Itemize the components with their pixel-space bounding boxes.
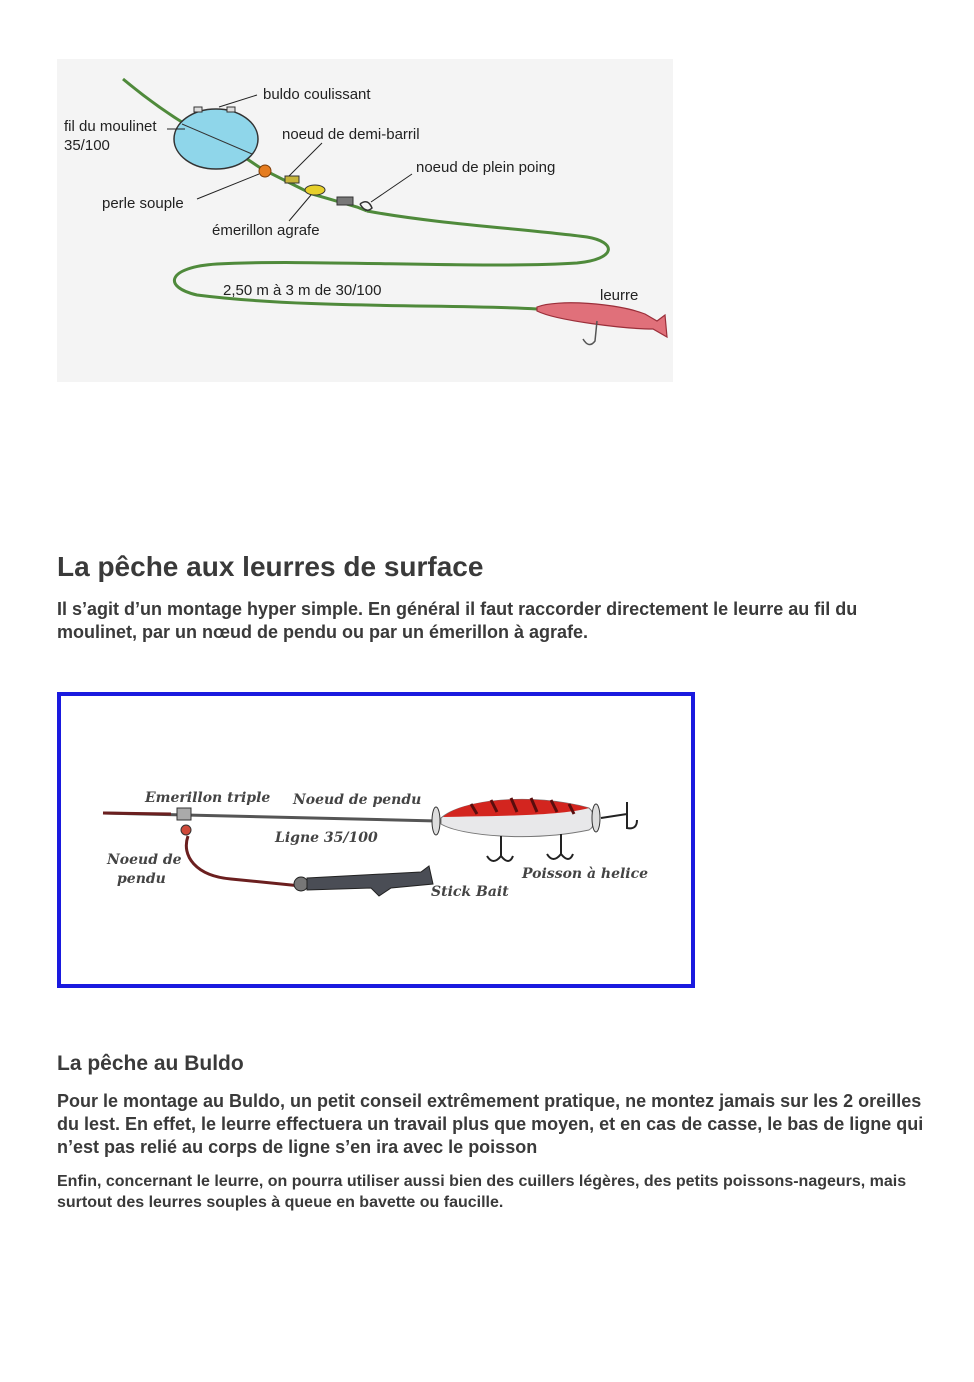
- triple-swivel: [177, 808, 191, 820]
- swivel-ring: [181, 825, 191, 835]
- float-ear-right: [227, 107, 235, 112]
- stick-bait: [307, 866, 433, 896]
- label-line-size: 35/100: [64, 137, 110, 154]
- pointer-half-barrel: [289, 143, 322, 176]
- pointer-full-fist: [371, 174, 412, 202]
- label-half-barrel-knot: noeud de demi-barril: [282, 126, 420, 143]
- swivel-clip: [337, 197, 353, 205]
- float-ear-left: [194, 107, 202, 112]
- pointer-bead: [197, 174, 259, 199]
- label-bead: perle souple: [102, 195, 184, 212]
- label-line: fil du moulinet: [64, 118, 157, 135]
- rear-propeller: [592, 804, 600, 832]
- pointer-buldo: [219, 95, 257, 107]
- label-swivel: émerillon agrafe: [212, 222, 320, 239]
- label-leader: 2,50 m à 3 m de 30/100: [223, 282, 382, 299]
- soft-lure: [537, 303, 667, 337]
- buldo-rig-drawing: [57, 59, 673, 382]
- tail-treble-hook: [601, 802, 637, 828]
- buldo-rig-figure: [57, 59, 673, 382]
- label-full-fist-knot: noeud de plein poing: [416, 159, 556, 176]
- surface-lure-drawing: [61, 696, 691, 984]
- section-text-surface-lures: Il s’agit d’un montage hyper simple. En général il faut raccorder directement le leurre au fil du moulinet, par un nœud de pendu ou par un émerillon à agrafe.: [57, 599, 858, 642]
- section-title-buldo: La pêche au Buldo: [57, 1052, 244, 1075]
- section-text-buldo-1: Pour le montage au Buldo, un petit conseil extrêmement pratique, ne montez jamais sur les 2 oreilles du lest. En effet, le leurre effectuera un travail plus que moyen, et en cas de casse, le bas de ligne qui n’est pas relié au corps de ligne s’en ira avec le poisson: [57, 1091, 924, 1157]
- surface-lure-figure: [57, 692, 695, 988]
- label-hangman-knot: Noeud de pendu: [293, 792, 422, 808]
- front-propeller: [432, 807, 440, 835]
- soft-bead: [259, 165, 271, 177]
- label-buldo: buldo coulissant: [263, 86, 371, 103]
- label-hangman-knot-left-2: pendu: [117, 871, 166, 887]
- label-propeller-fish: Poisson à helice: [522, 866, 649, 882]
- pointer-swivel: [289, 195, 311, 221]
- section-text-buldo-2: Enfin, concernant le leurre, on pourra utiliser aussi bien des cuillers légères, des petits poissons-nageurs, mais surtout des leurres souples à queue en bavette ou faucille.: [57, 1173, 907, 1211]
- snap-swivel: [305, 185, 325, 195]
- belly-hook-2: [547, 834, 573, 859]
- reel-line-end: [103, 813, 171, 814]
- section-title-surface-lures: La pêche aux leurres de surface: [57, 551, 484, 582]
- label-line: Ligne 35/100: [275, 830, 378, 846]
- label-triple-swivel: Emerillon triple: [145, 790, 271, 806]
- label-hangman-knot-left-1: Noeud de: [107, 852, 182, 868]
- half-barrel-knot: [285, 176, 299, 183]
- stick-bait-head: [294, 877, 308, 891]
- label-stick-bait: Stick Bait: [431, 884, 509, 900]
- belly-hook-1: [487, 836, 513, 861]
- label-lure: leurre: [600, 287, 639, 304]
